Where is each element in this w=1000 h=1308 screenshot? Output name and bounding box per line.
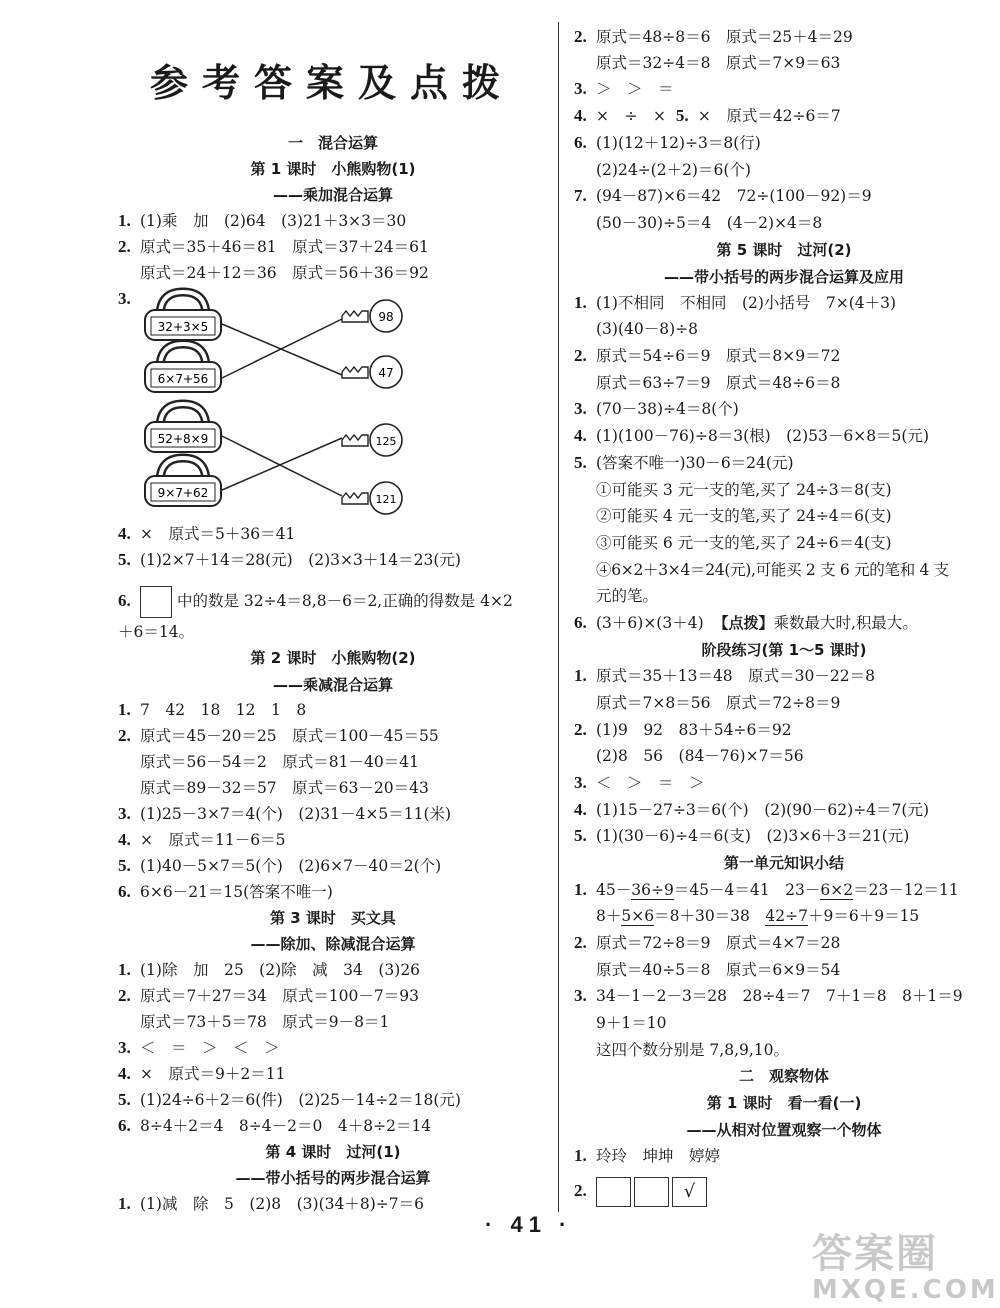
answer-line: 3. xyxy=(118,289,131,308)
column-divider xyxy=(558,22,559,1212)
svg-text:32+3×5: 32+3×5 xyxy=(157,320,209,334)
answer-line: 4. (1)(100－76)÷8＝3(根) (2)53－6×8＝5(元) xyxy=(574,426,930,445)
lesson2-title: 第 2 课时 小熊购物(2) xyxy=(250,649,416,667)
lock-icon xyxy=(145,404,221,452)
answer-line: 2. 原式＝72÷8＝9 原式＝4×7＝28 xyxy=(574,933,841,952)
answer-line: 6. 8÷4＋2＝4 8÷4－2＝0 4＋8÷2＝14 xyxy=(118,1116,432,1135)
answer-line: 2. 原式＝45－20＝25 原式＝100－45＝55 xyxy=(118,726,439,745)
lock-icon xyxy=(145,292,221,340)
answer-line: 1. (1)乘 加 (2)64 (3)21＋3×3＝30 xyxy=(118,211,407,230)
answer-line: 3. ＞ ＞ ＝ xyxy=(574,79,674,98)
answer-line: 1. (1)减 除 5 (2)8 (3)(34＋8)÷7＝6 xyxy=(118,1194,424,1213)
lesson3-title: 第 3 课时 买文具 xyxy=(270,909,396,927)
page-number: · 41 · xyxy=(485,1212,573,1237)
svg-text:9×7+62: 9×7+62 xyxy=(157,486,209,500)
answer-line: ＋6＝14。 xyxy=(118,623,195,641)
answer-line: (3)(40－8)÷8 xyxy=(596,320,698,338)
answer-line: 5. (1)24÷6＋2＝6(件) (2)25－14÷2＝18(元) xyxy=(118,1090,461,1109)
answer-line: 5. (1)(30－6)÷4＝6(支) (2)3×6＋3＝21(元) xyxy=(574,826,910,845)
svg-text:6×7+56: 6×7+56 xyxy=(157,372,209,386)
lesson4-subtitle: ——带小括号的两步混合运算 xyxy=(235,1169,431,1187)
answer-line: 4. × ÷ × 5. × 原式＝42÷6＝7 xyxy=(574,106,841,125)
answer-line: 3. (70－38)÷4＝8(个) xyxy=(574,399,739,418)
answer-line: 4. × 原式＝9＋2＝11 xyxy=(118,1064,286,1083)
answer-line: 2. 原式＝7＋27＝34 原式＝100－7＝93 xyxy=(118,986,419,1005)
answer-line: 6. 6×6－21＝15(答案不唯一) xyxy=(118,882,333,901)
lock-icon xyxy=(145,458,221,506)
unit1-heading: 一 混合运算 xyxy=(287,134,378,152)
answer-line: 2. 原式＝48÷8＝6 原式＝25＋4＝29 xyxy=(574,27,853,46)
key-icon xyxy=(342,356,402,388)
answer-line: 2. (1)9 92 83＋54÷6＝92 xyxy=(574,720,792,739)
key-icon xyxy=(342,424,402,456)
answer-line: 9＋1＝10 xyxy=(596,1014,667,1032)
answer-line: 2. 原式＝54÷6＝9 原式＝8×9＝72 xyxy=(574,346,841,365)
answer-line: 3. ＜ ＝ ＞ ＜ ＞ xyxy=(118,1038,280,1057)
answer-line: 5. (答案不唯一)30－6＝24(元) xyxy=(574,453,794,472)
lesson5-subtitle: ——带小括号的两步混合运算及应用 xyxy=(663,268,904,286)
answer-line: 元的笔。 xyxy=(596,587,659,605)
answer-line: 3. (1)25－3×7＝4(个) (2)31－4×5＝11(米) xyxy=(118,804,452,823)
answer-line: 4. × 原式＝5＋36＝41 xyxy=(118,524,296,543)
lesson2-subtitle: ——乘减混合运算 xyxy=(272,676,393,694)
answer-line: 原式＝56－54＝2 原式＝81－40＝41 xyxy=(140,753,419,771)
answer-line: (50－30)÷5＝4 (4－2)×4＝8 xyxy=(596,214,823,232)
answer-line: (2)24÷(2＋2)＝6(个) xyxy=(596,161,751,179)
lock-icon xyxy=(145,344,221,392)
unit2-lesson1-title: 第 1 课时 看一看(一) xyxy=(706,1094,862,1112)
answer-line: 原式＝73＋5＝78 原式＝9－8＝1 xyxy=(140,1013,390,1031)
lesson1-subtitle: ——乘加混合运算 xyxy=(272,186,393,204)
answer-line: 3. 34－1－2－3＝28 28÷4＝7 7＋1＝8 8＋1＝9 xyxy=(574,986,963,1005)
watermark-logo: 答案圈 MXQE.COM xyxy=(812,1231,999,1305)
answer-line: ④6×2＋3×4＝24(元),可能买 2 支 6 元的笔和 4 支 xyxy=(596,561,949,579)
unit-summary-title: 第一单元知识小结 xyxy=(723,854,844,872)
answer-line: 原式＝24＋12＝36 原式＝56＋36＝92 xyxy=(140,264,429,282)
key-icon xyxy=(342,482,402,514)
answer-line: 1. 原式＝35＋13＝48 原式＝30－22＝8 xyxy=(574,666,875,685)
answer-line: 原式＝32÷4＝8 原式＝7×9＝63 xyxy=(596,54,841,72)
answer-line: 1. 45－36÷9＝45－4＝41 23－6×2＝23－12＝11 xyxy=(574,880,959,899)
answer-line: 6. (1)(12＋12)÷3＝8(行) xyxy=(574,133,761,152)
unit2-lesson1-subtitle: ——从相对位置观察一个物体 xyxy=(686,1121,882,1139)
answer-line: 原式＝40÷5＝8 原式＝6×9＝54 xyxy=(596,961,841,979)
svg-text:121: 121 xyxy=(375,493,397,506)
answer-line: 8＋5×6＝8＋30＝38 42÷7＋9＝6＋9＝15 xyxy=(596,907,920,925)
answer-line: 2. 原式＝35＋46＝81 原式＝37＋24＝61 xyxy=(118,237,429,256)
answer-line: 5. (1)2×7＋14＝28(元) (2)3×3＋14＝23(元) xyxy=(118,550,461,569)
lesson5-title: 第 5 课时 过河(2) xyxy=(716,241,852,259)
svg-text:98: 98 xyxy=(378,310,394,324)
lock-key-matching xyxy=(140,286,440,516)
tip-label: 【点拨】 xyxy=(713,614,774,632)
stage-practice-title: 阶段练习(第 1～5 课时) xyxy=(701,641,867,659)
answer-line: 原式＝89－32＝57 原式＝63－20＝43 xyxy=(140,779,429,797)
match-line xyxy=(222,324,342,375)
answer-line: 6. (3＋6)×(3＋4) 【点拨】乘数最大时,积最大。 xyxy=(574,613,918,632)
answer-line: 5. (1)40－5×7＝5(个) (2)6×7－40＝2(个) xyxy=(118,856,442,875)
svg-text:52+8×9: 52+8×9 xyxy=(157,432,209,446)
blank-box xyxy=(596,1177,631,1207)
check-box: √ xyxy=(672,1177,707,1207)
svg-text:125: 125 xyxy=(375,435,397,448)
blank-box xyxy=(634,1177,669,1207)
answer-line: 原式＝63÷7＝9 原式＝48÷6＝8 xyxy=(596,374,841,392)
answer-line: 原式＝7×8＝56 原式＝72÷8＝9 xyxy=(596,694,841,712)
answer-line: ③可能买 6 元一支的笔,买了 24÷6＝4(支) xyxy=(596,534,892,552)
answer-line: 4. (1)15－27÷3＝6(个) (2)(90－62)÷4＝7(元) xyxy=(574,800,930,819)
answer-line: 1. 7 42 18 12 1 8 xyxy=(118,700,307,719)
unit2-heading: 二 观察物体 xyxy=(738,1067,829,1085)
answer-line: ②可能买 4 元一支的笔,买了 24÷4＝6(支) xyxy=(596,507,892,525)
answer-line: 1. 玲玲 坤坤 婷婷 xyxy=(574,1146,721,1165)
svg-text:47: 47 xyxy=(378,366,394,380)
page-title: 参考答案及点拨 xyxy=(150,60,515,105)
answer-line: 1. (1)除 加 25 (2)除 减 34 (3)26 xyxy=(118,960,421,979)
match-line xyxy=(222,319,342,378)
answer-line: 7. (94－87)×6＝42 72÷(100－92)＝9 xyxy=(574,186,872,205)
answer-line: 这四个数分别是 7,8,9,10。 xyxy=(596,1041,790,1059)
answer-line: 2. √ xyxy=(574,1176,710,1207)
answer-line: 6. 中的数是 32÷4＝8,8－6＝2,正确的得数是 4×2 xyxy=(118,586,513,618)
blank-box xyxy=(140,586,172,618)
answer-line: (2)8 56 (84－76)×7＝56 xyxy=(596,747,804,765)
answer-line: 3. ＜ ＞ ＝ ＞ xyxy=(574,773,705,792)
answer-line: ①可能买 3 元一支的笔,买了 24÷3＝8(支) xyxy=(596,481,892,499)
answer-line: 4. × 原式＝11－6＝5 xyxy=(118,830,286,849)
answer-line: 1. (1)不相同 不相同 (2)小括号 7×(4＋3) xyxy=(574,293,897,312)
lesson3-subtitle: ——除加、除减混合运算 xyxy=(250,935,416,953)
key-icon xyxy=(342,300,402,332)
lesson4-title: 第 4 课时 过河(1) xyxy=(265,1143,401,1161)
lesson1-title: 第 1 课时 小熊购物(1) xyxy=(250,160,416,178)
